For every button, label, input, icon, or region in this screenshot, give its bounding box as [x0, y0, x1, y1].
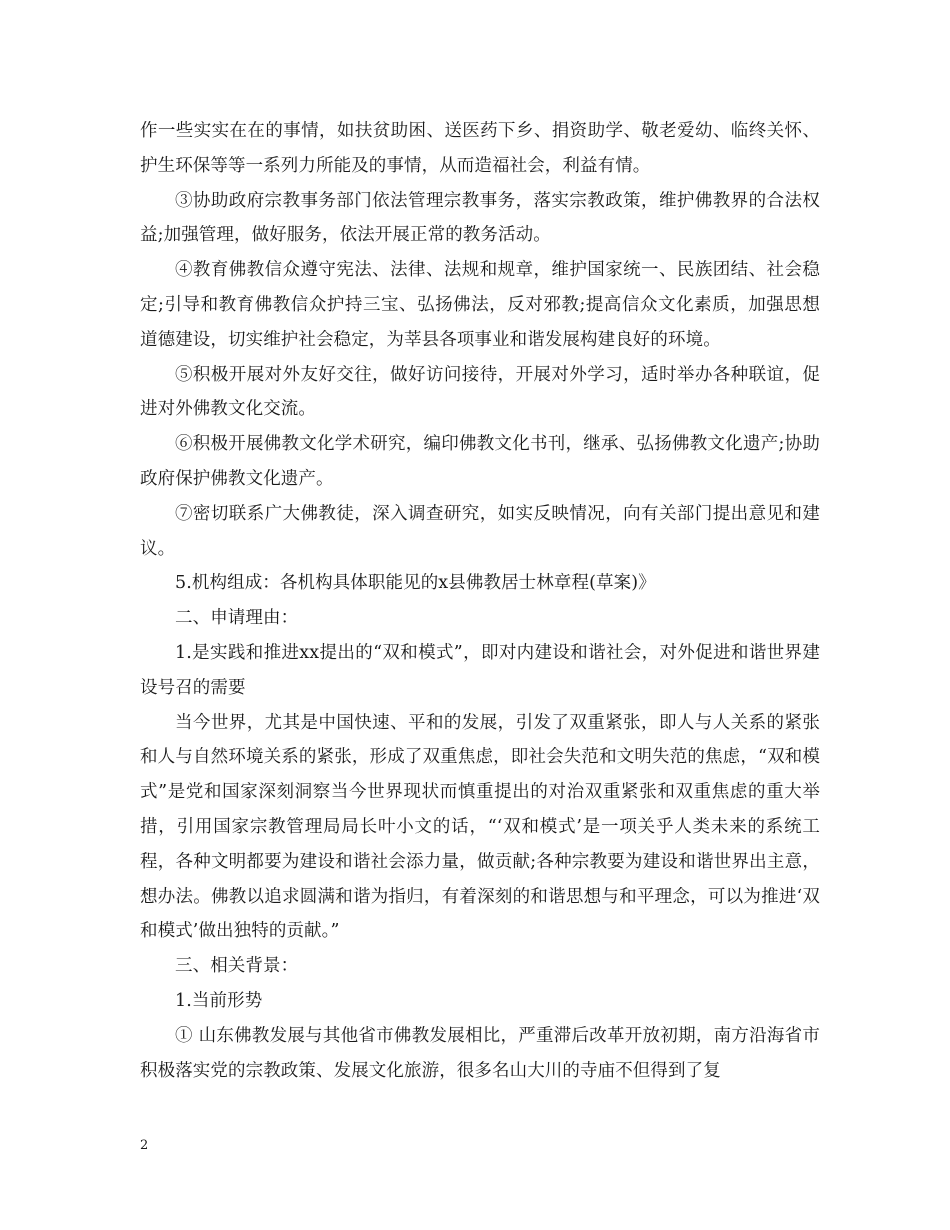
- document-body: [140, 114, 820, 1088]
- paragraph-item-3: ③协助政府宗教事务部门依法管理宗教事务，落实宗教政策，维护佛教界的合法权益;加强管理，做好服务，依法开展正常的教务活动。: [140, 190, 820, 246]
- paragraph-continuation: 作一些实实在在的事情，如扶贫助困、送医药下乡、捐资助学、敬老爱幼、临终关怀、护生环保等等一系列力所能及的事情，从而造福社会，利益有情。: [140, 121, 820, 176]
- paragraph-reason-1: 1.是实践和推进xx提出的“双和模式”，即对内建设和谐社会，对外促进和谐世界建设号召的需要: [140, 642, 820, 698]
- section-heading-reasons: 二、申请理由：: [175, 608, 299, 629]
- subheading-current-situation: 1.当前形势: [175, 990, 263, 1011]
- section-heading-background: 三、相关背景：: [175, 956, 299, 977]
- paragraph-reason-1-body: 当今世界，尤其是中国快速、平和的发展，引发了双重紧张，即人与人关系的紧张和人与自然环境关系的紧张，形成了双重焦虑，即社会失范和文明失范的焦虑，“双和模式”是党和国家深刻洞察当今世界现状而慎重提出的对治双重紧张和双重焦虑的重大举措，引用国家宗教管理局局长叶小文的话，“‘双和模式’是一项关乎人类未来的系统工程，各种文明都要为建设和谐社会添力量，做贡献;各种宗教要为建设和谐世界出主意，想办法。佛教以追求圆满和谐为指归，有着深刻的和谐思想与和平理念，可以为推进‘双和模式’做出独特的贡献。”: [140, 712, 820, 942]
- paragraph-organization: 5.机构组成：各机构具体职能见的x县佛教居士林章程(草案)》: [175, 573, 656, 594]
- paragraph-item-4: ④教育佛教信众遵守宪法、法律、法规和规章，维护国家统一、民族团结、社会稳定;引导和教育佛教信众护持三宝、弘扬佛法，反对邪教;提高信众文化素质，加强思想道德建设，切实维护社会稳定，为莘县各项事业和谐发展构建良好的环境。: [140, 260, 820, 350]
- page-number: 2: [140, 1138, 149, 1153]
- paragraph-item-5: ⑤积极开展对外友好交往，做好访问接待，开展对外学习，适时举办各种联谊，促进对外佛教文化交流。: [140, 364, 820, 420]
- paragraph-item-7: ⑦密切联系广大佛教徒，深入调查研究，如实反映情况，向有关部门提出意见和建议。: [140, 503, 820, 559]
- paragraph-item-6: ⑥积极开展佛教文化学术研究，编印佛教文化书刊，继承、弘扬佛教文化遗产;协助政府保护佛教文化遗产。: [140, 434, 820, 489]
- paragraph-situation-1: ① 山东佛教发展与其他省市佛教发展相比，严重滞后改革开放初期，南方沿海省市积极落实党的宗教政策、发展文化旅游，很多名山大川的寺庙不但得到了复: [140, 1025, 820, 1081]
